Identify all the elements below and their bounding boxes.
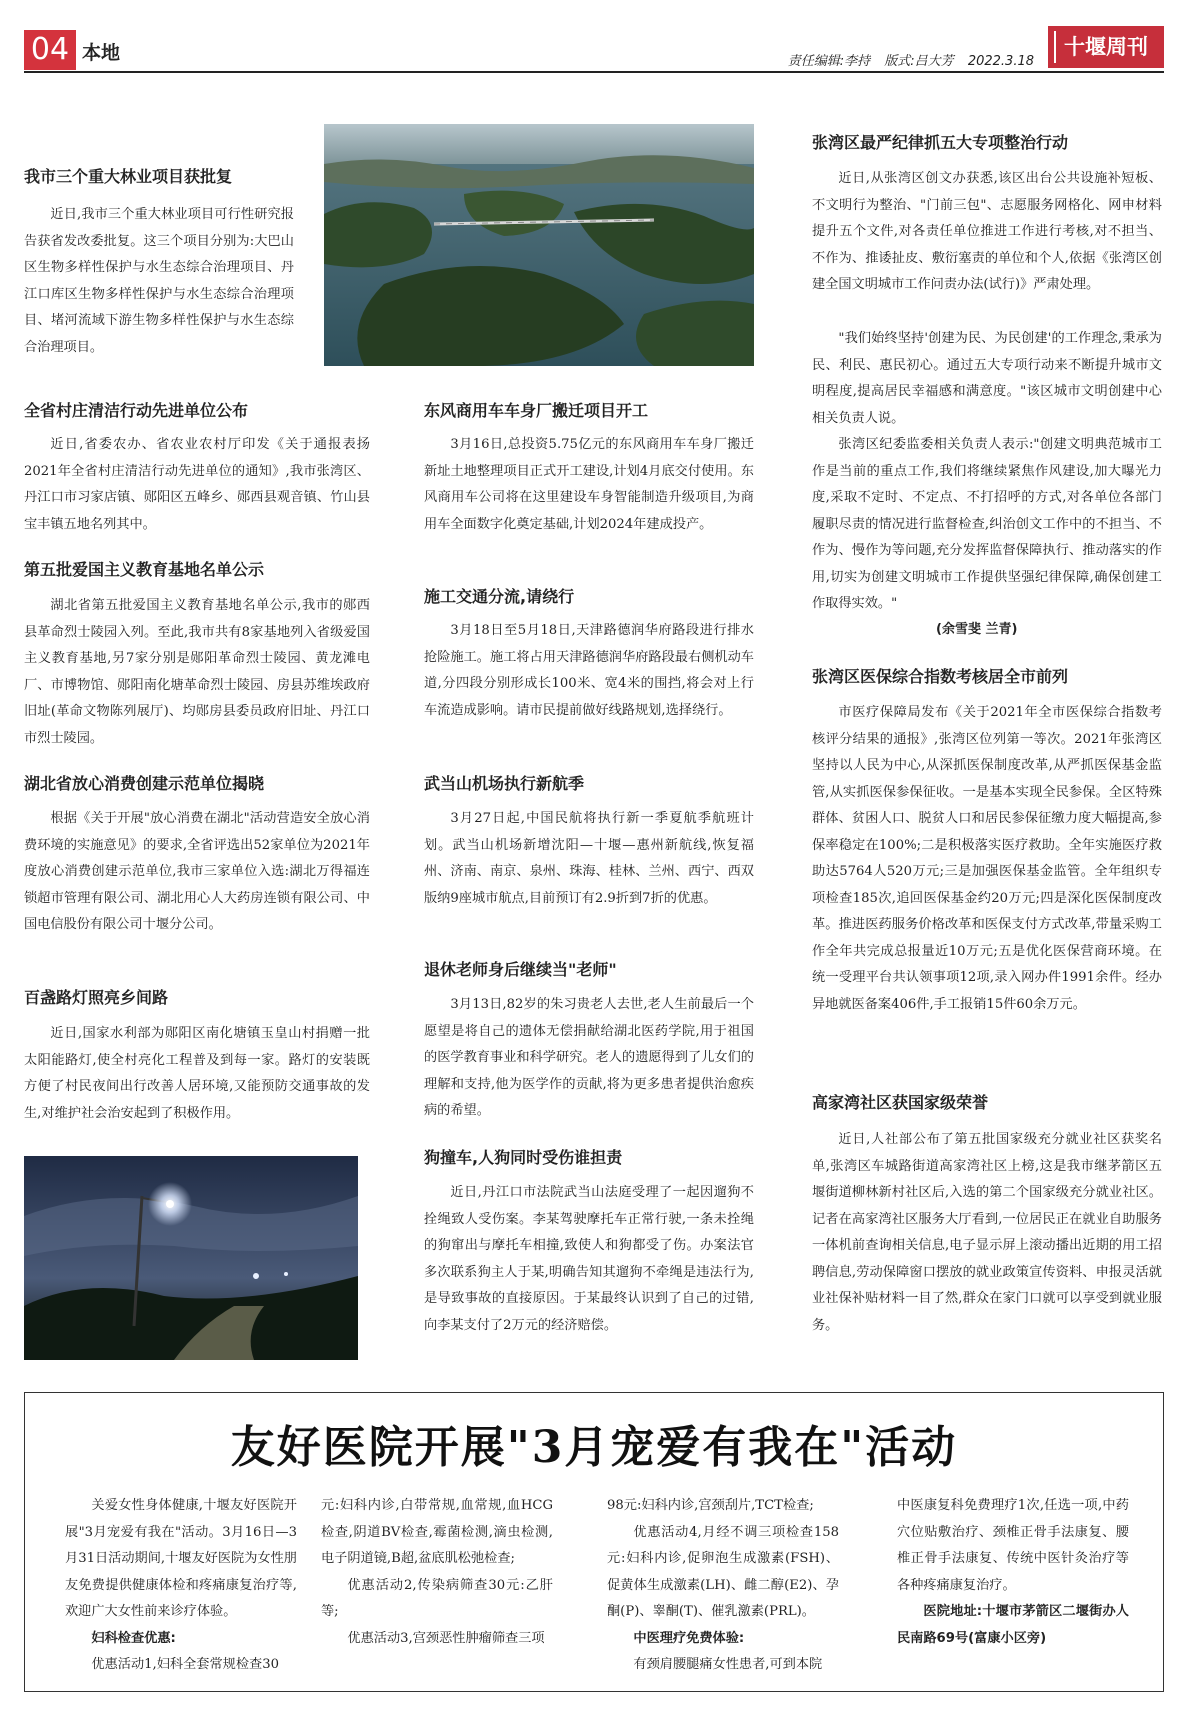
headline: 退休老师身后继续当"老师": [424, 960, 617, 979]
ad-item: 有颈肩腰腿痛女性患者,可到本院: [633, 1657, 823, 1672]
headline: 张湾区最严纪律抓五大专项整治行动: [812, 133, 1069, 152]
ad-column-4: [897, 1493, 1129, 1652]
article-body: 3月13日,82岁的朱习贵老人去世,老人生前最后一个愿望是将自己的遗体无偿捐献给湖北医药学院,用于祖国的医学教育事业和科学研究。老人的遗愿得到了儿女们的理解和支持,他为医学作的贡献,将为更多患者提供治愈疾病的希望。: [424, 997, 754, 1118]
headline: 施工交通分流,请绕行: [424, 587, 575, 606]
headline: 狗撞车,人狗同时受伤谁担责: [424, 1148, 623, 1167]
article-body: 近日,人社部公布了第五批国家级充分就业社区获奖名单,张湾区车城路街道高家湾社区上榜,这是我市继茅箭区五堰街道柳林新村社区后,入选的第二个国家级充分就业社区。记者在高家湾社区服务大厅看到,一位居民正在就业自助服务一体机前查询相关信息,电子显示屏上滚动播出近期的用工招聘信息,劳动保障窗口摆放的就业政策宣传资料、申报灵活就业社保补贴材料一目了然,群众在家门口就可以享受到就业服务。: [812, 1132, 1162, 1333]
ad-title: 友好医院开展"3月宠爱有我在"活动: [230, 1422, 958, 1473]
ad-column-2: [321, 1493, 553, 1652]
article-body: 近日,丹江口市法院武当山法庭受理了一起因遛狗不拴绳致人受伤案。李某驾驶摩托车正常行驶,一条未拴绳的狗窜出与摩托车相撞,致使人和狗都受了伤。办案法官多次联系狗主人于某,明确告知其遛狗不牵绳是违法行为,是导致事故的直接原因。于某最终认识到了自己的过错,向李某支付了2万元的经济赔偿。: [424, 1185, 754, 1333]
ad-item: 优惠活动2,传染病筛查30元:乙肝等;: [321, 1577, 553, 1619]
headline: 高家湾社区获国家级荣誉: [812, 1093, 989, 1112]
streetlight-photo: [24, 1156, 358, 1360]
headline: 全省村庄清洁行动先进单位公布: [24, 401, 249, 420]
article-body: 3月18日至5月18日,天津路德润华府路段进行排水抢险施工。施工将占用天津路德润华府路段最右侧机动车道,分四段分别形成长100米、宽4米的围挡,将会对上行车流造成影响。请市民提前做好线路规划,选择绕行。: [424, 623, 754, 718]
ad-subheading: 中医理疗免费体验:: [633, 1630, 745, 1646]
ad-intro: 关爱女性身体健康,十堰友好医院开展"3月宠爱有我在"活动。3月16日—3月31日活动期间,十堰友好医院为女性朋友免费提供健康体检和疼痛康复治疗等,欢迎广大女性前来诊疗体验。: [65, 1498, 297, 1619]
hospital-address: 医院地址:十堰市茅箭区二堰街办人民南路69号(富康小区旁): [897, 1604, 1129, 1646]
byline: (余雪斐 兰青): [936, 622, 1018, 637]
headline: 我市三个重大林业项目获批复: [24, 167, 233, 186]
header-rule: [24, 71, 1164, 73]
article-body: 湖北省第五批爱国主义教育基地名单公示,我市的郧西县革命烈士陵园入列。至此,我市共有8家基地列入省级爱国主义教育基地,另7家分别是郧阳革命烈士陵园、黄龙滩电厂、市博物馆、郧阳南化塘革命烈士陵园、房县苏维埃政府旧址(革命文物陈列展厅)、均郧房县委员政府旧址、丹江口市烈士陵园。: [24, 598, 370, 746]
headline: 第五批爱国主义教育基地名单公示: [24, 560, 265, 579]
ad-column-3: [607, 1493, 839, 1679]
ad-subheading: 妇科检查优惠:: [91, 1630, 176, 1646]
ad-text: 98元:妇科内诊,宫颈刮片,TCT检查;: [607, 1498, 814, 1513]
article-body: 张湾区纪委监委相关负责人表示:"创建文明典范城市工作是当前的重点工作,我们将继续紧焦作风建设,加大曝光力度,采取不定时、不定点、不打招呼的方式,对各单位各部门履职尽责的情况进行监督检查,纠治创文工作中的不担当、不作为、慢作为等问题,充分发挥监督保障执行、推动落实的作用,切实为创建文明城市工作提供坚强纪律保障,确保创建工作取得实效。": [812, 437, 1162, 611]
article-body: 3月16日,总投资5.75亿元的东风商用车车身厂搬迁新址土地整理项目正式开工建设,计划4月底交付使用。东风商用车公司将在这里建设车身智能制造升级项目,为商用车全面数字化奠定基础,计划2024年建成投产。: [424, 437, 754, 532]
ad-text: 中医康复科免费理疗1次,任选一项,中药穴位贴敷治疗、颈椎正骨手法康复、腰椎正骨手法康复、传统中医针灸治疗等各种疼痛康复治疗。: [897, 1498, 1129, 1593]
article-body: 近日,我市三个重大林业项目可行性研究报告获省发改委批复。这三个项目分别为:大巴山区生物多样性保护与水生态综合治理项目、丹江口库区生物多样性保护与水生态综合治理项目、堵河流域下游生物多样性保护与水生态综合治理项目。: [24, 207, 294, 355]
ad-item: 优惠活动1,妇科全套常规检查30: [91, 1657, 280, 1672]
lake-photo: [324, 124, 754, 366]
page-header: [24, 26, 1164, 76]
masthead-logo: 十堰周刊: [1048, 26, 1164, 68]
article-body: 近日,省委农办、省农业农村厅印发《关于通报表扬2021年全省村庄清洁行动先进单位的通知》,我市张湾区、丹江口市习家店镇、郧阳区五峰乡、郧西县观音镇、竹山县宝丰镇五地名列其中。: [24, 437, 370, 532]
headline: 湖北省放心消费创建示范单位揭晓: [24, 774, 265, 793]
ad-text: 元:妇科内诊,白带常规,血常规,血HCG检查,阴道BV检查,霉菌检测,滴虫检测,电子阴道镜,B超,盆底肌松弛检查;: [321, 1498, 553, 1566]
ad-item: 优惠活动3,宫颈恶性肿瘤筛查三项: [347, 1630, 545, 1646]
ad-item: 优惠活动4,月经不调三项检查158元:妇科内诊,促卵泡生成激素(FSH)、促黄体生成激素(LH)、雌二醇(E2)、孕酮(P)、睾酮(T)、催乳激素(PRL)。: [607, 1524, 839, 1619]
article-body: "我们始终坚持'创建为民、为民创建'的工作理念,秉承为民、利民、惠民初心。通过五大专项行动来不断提升城市文明程度,提高居民幸福感和满意度。"该区城市文明创建中心相关负责人说。: [812, 331, 1162, 426]
page-number: 04: [24, 30, 76, 70]
layout-editor: 版式:吕大芳: [884, 54, 954, 69]
article-body: 近日,从张湾区创文办获悉,该区出台公共设施补短板、不文明行为整治、"门前三包"、志愿服务网格化、网申材料提升五个文件,对各责任单位推进工作进行考核,对不担当、不作为、推诿扯皮、敷衍塞责的单位和个人,依据《张湾区创建全国文明城市工作问责办法(试行)》严肃处理。: [812, 171, 1162, 292]
article-body: 3月27日起,中国民航将执行新一季夏航季航班计划。武当山机场新增沈阳—十堰—惠州新航线,恢复福州、济南、南京、泉州、珠海、桂林、兰州、西宁、西双版纳9座城市航点,目前预订有2.9折到7折的优惠。: [424, 811, 754, 906]
ad-column-1: [65, 1493, 297, 1679]
headline: 东风商用车车身厂搬迁项目开工: [424, 401, 649, 420]
article-body: 市医疗保障局发布《关于2021年全市医保综合指数考核评分结果的通报》,张湾区位列第一等次。2021年张湾区坚持以人民为中心,从深抓医保制度改革,从严抓医保基金监管,从实抓医保参保征收。一是基本实现全民参保。全区特殊群体、贫困人口、脱贫人口和居民参保征缴力度大幅提高,参保率稳定在100%;二是积极落实医疗救助。全年实施医疗救助达5764人520万元;三是加强医保基金监管。全年组织专项检查185次,追回医保基金约20万元;四是深化医保制度改革。推进医药服务价格改革和医保支付方式改革,带量采购工作全年共完成总报量近10万元;五是优化医保营商环境。在统一受理平台共认领事项12项,录入网办件1991余件。经办异地就医备案406件,手工报销15件60余万元。: [812, 705, 1162, 1012]
headline: 武当山机场执行新航季: [424, 774, 585, 793]
section-title: 本地: [82, 42, 121, 64]
article-body: 近日,国家水利部为郧阳区南化塘镇玉皇山村捐赠一批太阳能路灯,使全村亮化工程普及到每一家。路灯的安装既方便了村民夜间出行改善人居环境,又能预防交通事故的发生,对维护社会治安起到了积极作用。: [24, 1026, 370, 1121]
editor: 责任编辑:李持: [787, 54, 871, 69]
hospital-ad: [24, 1392, 1164, 1692]
article-body: 根据《关于开展"放心消费在湖北"活动营造安全放心消费环境的实施意见》的要求,全省评选出52家单位为2021年度放心消费创建示范单位,我市三家单位入选:湖北万得福连锁超市管理有限公司、湖北用心人大药房连锁有限公司、中国电信股份有限公司十堰分公司。: [24, 811, 370, 932]
editor-info: [778, 50, 1034, 69]
headline: 百盏路灯照亮乡间路: [24, 988, 169, 1007]
issue-date: 2022.3.18: [967, 54, 1034, 69]
headline: 张湾区医保综合指数考核居全市前列: [812, 667, 1069, 686]
